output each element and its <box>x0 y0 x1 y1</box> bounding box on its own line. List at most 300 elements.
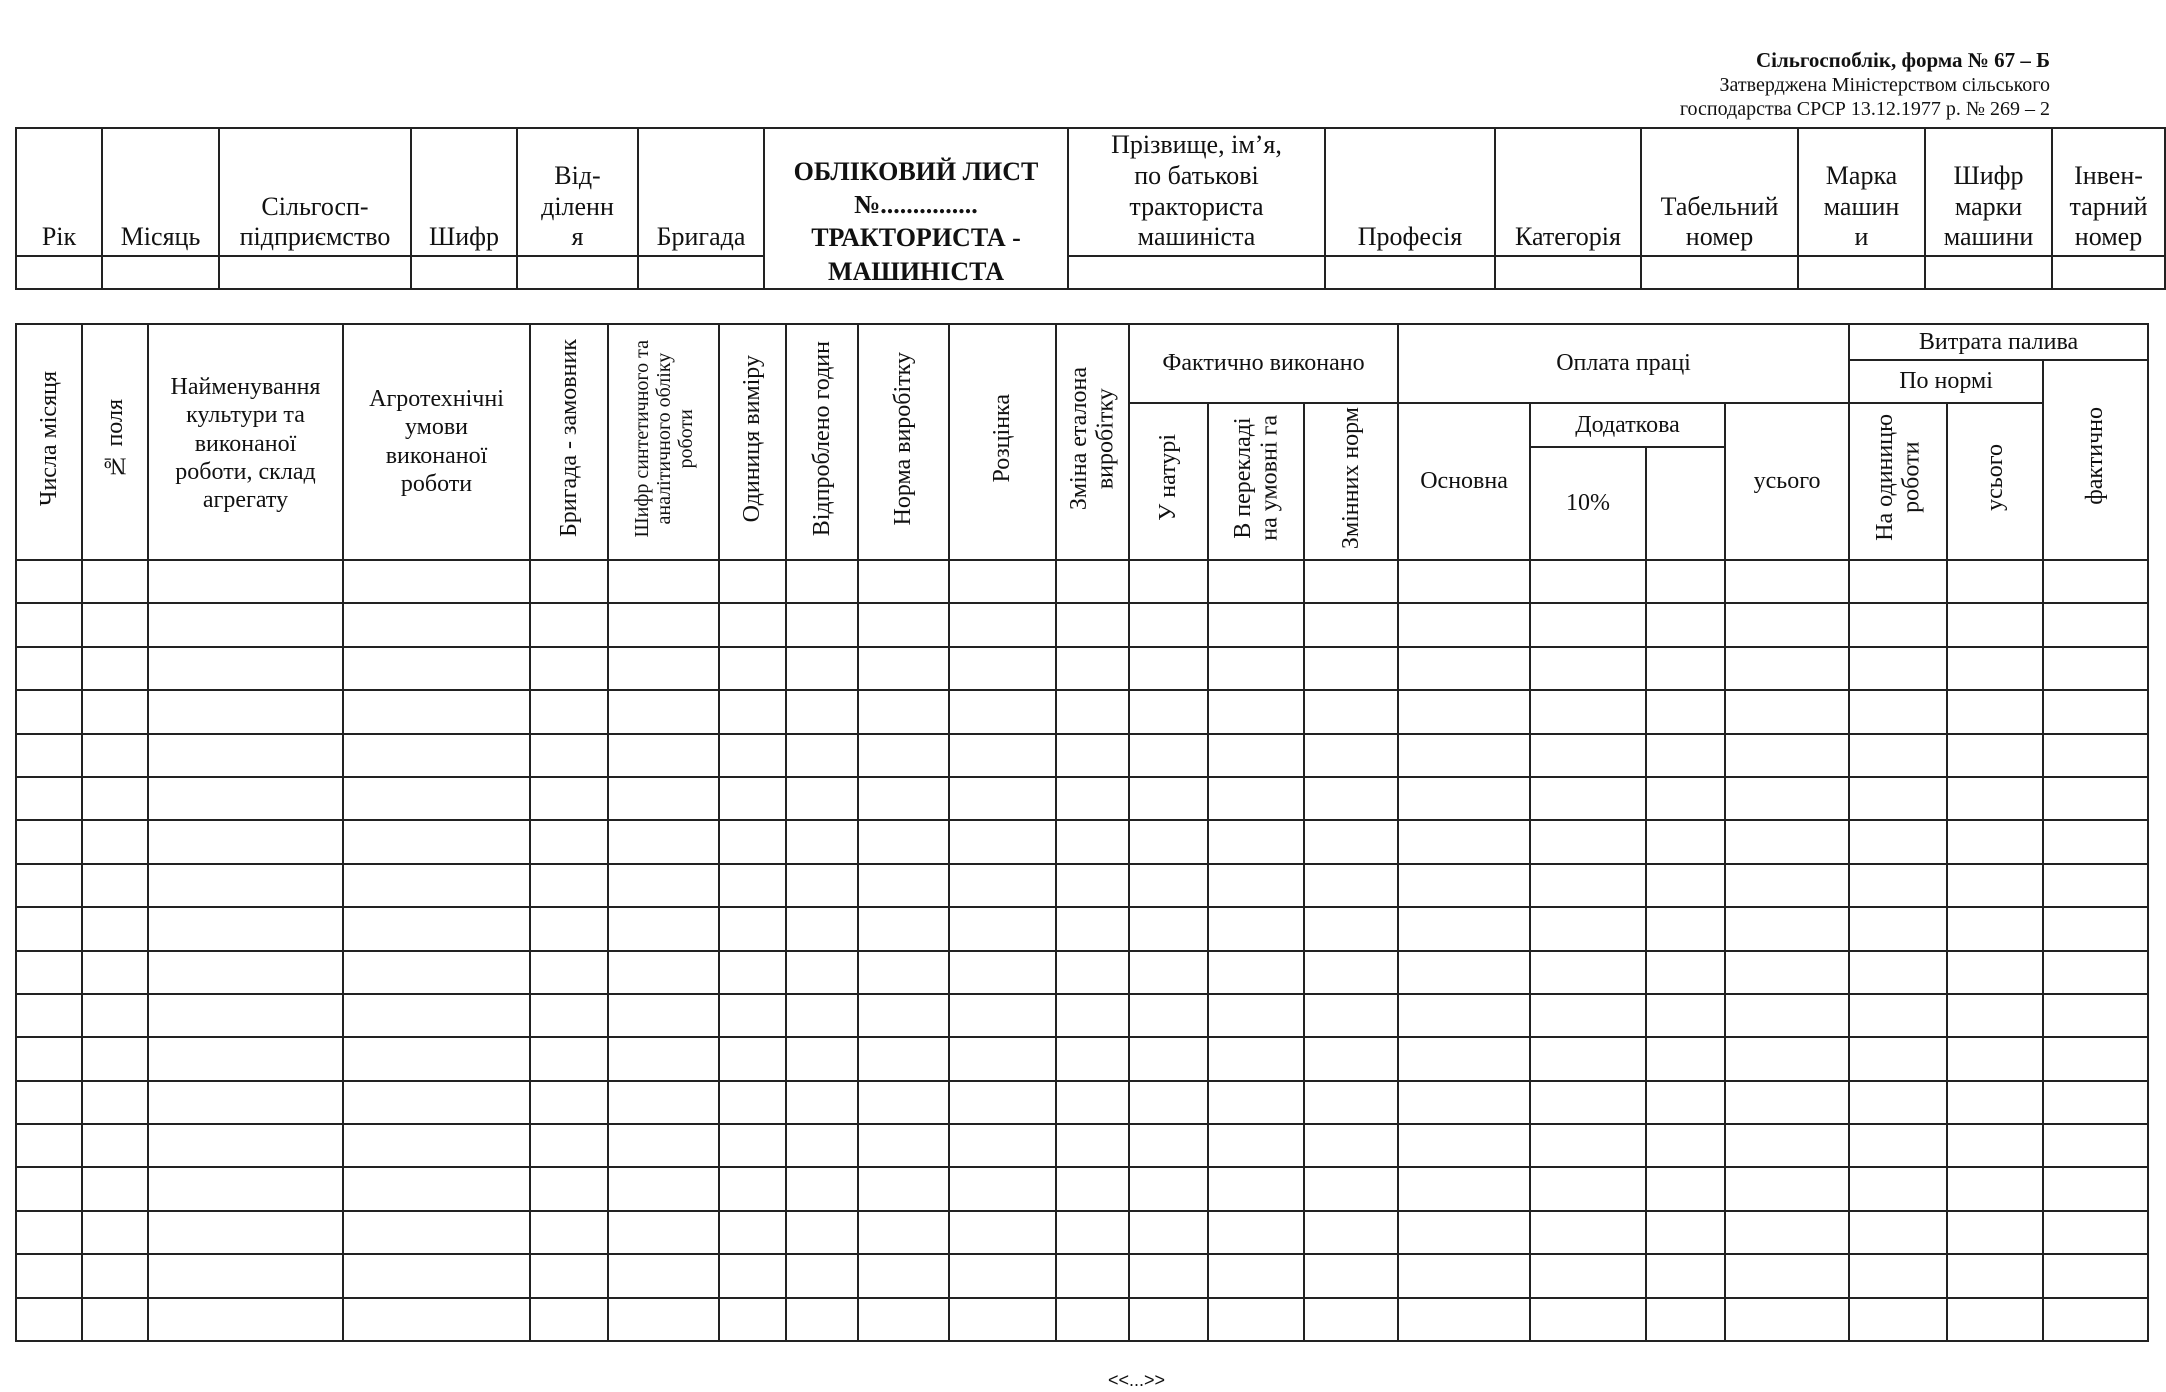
table-cell[interactable] <box>16 603 82 646</box>
table-cell[interactable] <box>719 907 786 950</box>
table-cell[interactable] <box>148 820 343 863</box>
table-cell[interactable] <box>343 1167 530 1210</box>
enterprise-field[interactable] <box>219 256 411 289</box>
table-cell[interactable] <box>16 777 82 820</box>
table-cell[interactable] <box>949 647 1056 690</box>
table-cell[interactable] <box>949 994 1056 1037</box>
table-cell[interactable] <box>786 690 858 733</box>
table-cell[interactable] <box>82 690 148 733</box>
table-cell[interactable] <box>530 1211 608 1254</box>
table-cell[interactable] <box>719 1211 786 1254</box>
table-cell[interactable] <box>1646 1254 1725 1297</box>
table-cell[interactable] <box>858 690 949 733</box>
table-cell[interactable] <box>1056 1081 1129 1124</box>
table-cell[interactable] <box>949 1081 1056 1124</box>
table-cell[interactable] <box>1398 820 1530 863</box>
table-cell[interactable] <box>1725 647 1849 690</box>
table-cell[interactable] <box>719 690 786 733</box>
table-cell[interactable] <box>949 1254 1056 1297</box>
table-cell[interactable] <box>1530 864 1646 907</box>
table-cell[interactable] <box>1056 1037 1129 1080</box>
table-cell[interactable] <box>16 864 82 907</box>
table-cell[interactable] <box>1849 994 1947 1037</box>
brigade-field[interactable] <box>638 256 764 289</box>
table-cell[interactable] <box>1947 820 2043 863</box>
table-cell[interactable] <box>2043 907 2148 950</box>
table-cell[interactable] <box>786 777 858 820</box>
table-cell[interactable] <box>1725 1211 1849 1254</box>
table-cell[interactable] <box>1947 647 2043 690</box>
table-cell[interactable] <box>786 560 858 603</box>
table-cell[interactable] <box>1056 734 1129 777</box>
table-cell[interactable] <box>786 647 858 690</box>
table-cell[interactable] <box>608 907 719 950</box>
table-cell[interactable] <box>1530 1081 1646 1124</box>
category-field[interactable] <box>1495 256 1641 289</box>
table-cell[interactable] <box>1849 951 1947 994</box>
table-cell[interactable] <box>1129 603 1208 646</box>
table-cell[interactable] <box>949 777 1056 820</box>
table-cell[interactable] <box>786 951 858 994</box>
table-cell[interactable] <box>148 603 343 646</box>
table-cell[interactable] <box>858 951 949 994</box>
table-cell[interactable] <box>530 1254 608 1297</box>
table-cell[interactable] <box>1056 1124 1129 1167</box>
table-cell[interactable] <box>608 603 719 646</box>
table-cell[interactable] <box>1129 951 1208 994</box>
table-cell[interactable] <box>949 603 1056 646</box>
table-cell[interactable] <box>1304 907 1398 950</box>
table-cell[interactable] <box>1725 864 1849 907</box>
table-cell[interactable] <box>148 1081 343 1124</box>
table-cell[interactable] <box>530 994 608 1037</box>
table-cell[interactable] <box>949 690 1056 733</box>
table-cell[interactable] <box>1646 1124 1725 1167</box>
table-cell[interactable] <box>82 1298 148 1341</box>
table-cell[interactable] <box>1304 1081 1398 1124</box>
table-cell[interactable] <box>1129 1081 1208 1124</box>
table-cell[interactable] <box>1398 951 1530 994</box>
table-cell[interactable] <box>16 1124 82 1167</box>
table-cell[interactable] <box>1947 951 2043 994</box>
table-cell[interactable] <box>1725 1037 1849 1080</box>
table-cell[interactable] <box>1208 777 1304 820</box>
table-cell[interactable] <box>1725 951 1849 994</box>
table-cell[interactable] <box>1208 907 1304 950</box>
table-cell[interactable] <box>1646 994 1725 1037</box>
table-cell[interactable] <box>1129 1211 1208 1254</box>
table-cell[interactable] <box>1725 907 1849 950</box>
table-cell[interactable] <box>1646 820 1725 863</box>
table-cell[interactable] <box>1849 690 1947 733</box>
table-cell[interactable] <box>343 1124 530 1167</box>
table-cell[interactable] <box>1646 647 1725 690</box>
table-cell[interactable] <box>786 1254 858 1297</box>
table-cell[interactable] <box>608 777 719 820</box>
table-cell[interactable] <box>719 734 786 777</box>
table-cell[interactable] <box>1304 560 1398 603</box>
table-cell[interactable] <box>1530 907 1646 950</box>
table-cell[interactable] <box>1530 603 1646 646</box>
table-cell[interactable] <box>343 1037 530 1080</box>
table-cell[interactable] <box>82 647 148 690</box>
table-cell[interactable] <box>1129 1037 1208 1080</box>
table-cell[interactable] <box>82 864 148 907</box>
table-cell[interactable] <box>1208 1298 1304 1341</box>
table-cell[interactable] <box>1304 603 1398 646</box>
table-cell[interactable] <box>1208 690 1304 733</box>
table-cell[interactable] <box>1056 907 1129 950</box>
table-cell[interactable] <box>1129 560 1208 603</box>
table-cell[interactable] <box>1398 647 1530 690</box>
table-cell[interactable] <box>1849 1124 1947 1167</box>
table-cell[interactable] <box>719 1167 786 1210</box>
table-cell[interactable] <box>719 1124 786 1167</box>
table-cell[interactable] <box>1304 647 1398 690</box>
table-cell[interactable] <box>858 560 949 603</box>
table-cell[interactable] <box>858 907 949 950</box>
table-cell[interactable] <box>1947 1211 2043 1254</box>
profession-field[interactable] <box>1325 256 1495 289</box>
table-cell[interactable] <box>949 820 1056 863</box>
table-cell[interactable] <box>16 1298 82 1341</box>
table-cell[interactable] <box>148 951 343 994</box>
table-cell[interactable] <box>719 777 786 820</box>
table-cell[interactable] <box>1129 1124 1208 1167</box>
table-cell[interactable] <box>148 1298 343 1341</box>
table-cell[interactable] <box>1849 560 1947 603</box>
table-cell[interactable] <box>343 864 530 907</box>
table-cell[interactable] <box>1849 777 1947 820</box>
table-cell[interactable] <box>2043 777 2148 820</box>
table-cell[interactable] <box>1304 690 1398 733</box>
table-cell[interactable] <box>1530 1037 1646 1080</box>
table-cell[interactable] <box>82 951 148 994</box>
table-cell[interactable] <box>82 1037 148 1080</box>
table-cell[interactable] <box>16 1167 82 1210</box>
table-cell[interactable] <box>949 1124 1056 1167</box>
table-cell[interactable] <box>1398 907 1530 950</box>
table-cell[interactable] <box>1208 647 1304 690</box>
table-cell[interactable] <box>719 1298 786 1341</box>
table-cell[interactable] <box>719 864 786 907</box>
table-cell[interactable] <box>1129 690 1208 733</box>
table-cell[interactable] <box>343 603 530 646</box>
table-cell[interactable] <box>16 560 82 603</box>
table-cell[interactable] <box>530 864 608 907</box>
table-cell[interactable] <box>1725 777 1849 820</box>
table-cell[interactable] <box>2043 1167 2148 1210</box>
table-cell[interactable] <box>1530 734 1646 777</box>
table-cell[interactable] <box>530 1124 608 1167</box>
table-cell[interactable] <box>608 1167 719 1210</box>
table-cell[interactable] <box>1304 951 1398 994</box>
table-cell[interactable] <box>1304 1211 1398 1254</box>
table-cell[interactable] <box>1129 1167 1208 1210</box>
table-cell[interactable] <box>343 907 530 950</box>
table-cell[interactable] <box>148 647 343 690</box>
table-cell[interactable] <box>1129 1298 1208 1341</box>
table-cell[interactable] <box>1398 994 1530 1037</box>
table-cell[interactable] <box>1646 1298 1725 1341</box>
table-cell[interactable] <box>148 1254 343 1297</box>
table-cell[interactable] <box>343 1298 530 1341</box>
table-cell[interactable] <box>16 907 82 950</box>
table-cell[interactable] <box>1849 1211 1947 1254</box>
table-cell[interactable] <box>1129 1254 1208 1297</box>
table-cell[interactable] <box>1208 1124 1304 1167</box>
table-cell[interactable] <box>1304 1124 1398 1167</box>
table-cell[interactable] <box>1398 1298 1530 1341</box>
table-cell[interactable] <box>530 951 608 994</box>
table-cell[interactable] <box>1129 647 1208 690</box>
table-cell[interactable] <box>1947 907 2043 950</box>
table-cell[interactable] <box>1725 1167 1849 1210</box>
table-cell[interactable] <box>1646 1167 1725 1210</box>
table-cell[interactable] <box>608 1298 719 1341</box>
table-cell[interactable] <box>82 603 148 646</box>
brand-code-field[interactable] <box>1925 256 2052 289</box>
table-cell[interactable] <box>1208 1081 1304 1124</box>
table-cell[interactable] <box>1056 951 1129 994</box>
table-cell[interactable] <box>608 1254 719 1297</box>
table-cell[interactable] <box>1129 994 1208 1037</box>
table-cell[interactable] <box>1398 734 1530 777</box>
table-cell[interactable] <box>1530 1211 1646 1254</box>
table-cell[interactable] <box>1725 1081 1849 1124</box>
table-cell[interactable] <box>1849 1298 1947 1341</box>
table-cell[interactable] <box>608 1211 719 1254</box>
table-cell[interactable] <box>719 1037 786 1080</box>
table-cell[interactable] <box>1398 864 1530 907</box>
table-cell[interactable] <box>949 907 1056 950</box>
table-cell[interactable] <box>530 690 608 733</box>
table-cell[interactable] <box>16 1211 82 1254</box>
table-cell[interactable] <box>858 734 949 777</box>
table-cell[interactable] <box>1398 1211 1530 1254</box>
table-cell[interactable] <box>719 994 786 1037</box>
table-cell[interactable] <box>1530 1167 1646 1210</box>
table-cell[interactable] <box>2043 1124 2148 1167</box>
table-cell[interactable] <box>608 820 719 863</box>
table-cell[interactable] <box>858 603 949 646</box>
table-cell[interactable] <box>148 864 343 907</box>
table-cell[interactable] <box>949 1037 1056 1080</box>
table-cell[interactable] <box>1304 994 1398 1037</box>
table-cell[interactable] <box>530 1298 608 1341</box>
table-cell[interactable] <box>1849 1254 1947 1297</box>
table-cell[interactable] <box>1849 1081 1947 1124</box>
table-cell[interactable] <box>786 994 858 1037</box>
table-cell[interactable] <box>1947 560 2043 603</box>
table-cell[interactable] <box>608 734 719 777</box>
table-cell[interactable] <box>1208 1167 1304 1210</box>
table-cell[interactable] <box>16 690 82 733</box>
table-cell[interactable] <box>1056 647 1129 690</box>
table-cell[interactable] <box>2043 1081 2148 1124</box>
table-cell[interactable] <box>530 734 608 777</box>
table-cell[interactable] <box>1947 1037 2043 1080</box>
table-cell[interactable] <box>1398 603 1530 646</box>
table-cell[interactable] <box>1646 1081 1725 1124</box>
table-cell[interactable] <box>1849 1167 1947 1210</box>
table-cell[interactable] <box>2043 690 2148 733</box>
table-cell[interactable] <box>1304 1254 1398 1297</box>
table-cell[interactable] <box>858 777 949 820</box>
table-cell[interactable] <box>1208 560 1304 603</box>
table-cell[interactable] <box>148 994 343 1037</box>
table-cell[interactable] <box>148 1211 343 1254</box>
table-cell[interactable] <box>16 1081 82 1124</box>
table-cell[interactable] <box>530 560 608 603</box>
table-cell[interactable] <box>1398 1037 1530 1080</box>
table-cell[interactable] <box>719 603 786 646</box>
table-cell[interactable] <box>82 820 148 863</box>
table-cell[interactable] <box>858 820 949 863</box>
table-cell[interactable] <box>1725 1298 1849 1341</box>
table-cell[interactable] <box>2043 1211 2148 1254</box>
table-cell[interactable] <box>1530 1124 1646 1167</box>
table-cell[interactable] <box>1530 994 1646 1037</box>
table-cell[interactable] <box>82 907 148 950</box>
table-cell[interactable] <box>786 1211 858 1254</box>
table-cell[interactable] <box>719 560 786 603</box>
table-cell[interactable] <box>1646 560 1725 603</box>
table-cell[interactable] <box>1129 820 1208 863</box>
table-cell[interactable] <box>1530 1298 1646 1341</box>
table-cell[interactable] <box>1208 951 1304 994</box>
table-cell[interactable] <box>719 1081 786 1124</box>
table-cell[interactable] <box>1530 777 1646 820</box>
table-cell[interactable] <box>608 994 719 1037</box>
table-cell[interactable] <box>858 1081 949 1124</box>
table-cell[interactable] <box>858 1167 949 1210</box>
department-field[interactable] <box>517 256 638 289</box>
table-cell[interactable] <box>82 1081 148 1124</box>
table-cell[interactable] <box>1646 1211 1725 1254</box>
table-cell[interactable] <box>1646 907 1725 950</box>
table-cell[interactable] <box>16 951 82 994</box>
table-cell[interactable] <box>1056 560 1129 603</box>
table-cell[interactable] <box>16 1254 82 1297</box>
table-cell[interactable] <box>16 994 82 1037</box>
table-cell[interactable] <box>148 907 343 950</box>
table-cell[interactable] <box>1208 994 1304 1037</box>
table-cell[interactable] <box>1725 560 1849 603</box>
table-cell[interactable] <box>1646 603 1725 646</box>
table-cell[interactable] <box>608 647 719 690</box>
table-cell[interactable] <box>1530 820 1646 863</box>
table-cell[interactable] <box>343 994 530 1037</box>
table-cell[interactable] <box>858 1037 949 1080</box>
table-cell[interactable] <box>16 1037 82 1080</box>
table-cell[interactable] <box>1947 603 2043 646</box>
table-cell[interactable] <box>858 864 949 907</box>
table-cell[interactable] <box>343 690 530 733</box>
table-cell[interactable] <box>1056 777 1129 820</box>
table-cell[interactable] <box>1947 1298 2043 1341</box>
tabel-number-field[interactable] <box>1641 256 1798 289</box>
table-cell[interactable] <box>1056 1254 1129 1297</box>
table-cell[interactable] <box>719 1254 786 1297</box>
table-cell[interactable] <box>1208 734 1304 777</box>
table-cell[interactable] <box>1646 1037 1725 1080</box>
table-cell[interactable] <box>1947 864 2043 907</box>
table-cell[interactable] <box>1849 820 1947 863</box>
machine-brand-field[interactable] <box>1798 256 1925 289</box>
table-cell[interactable] <box>1725 734 1849 777</box>
table-cell[interactable] <box>1304 1167 1398 1210</box>
table-cell[interactable] <box>148 690 343 733</box>
table-cell[interactable] <box>1646 951 1725 994</box>
table-cell[interactable] <box>2043 864 2148 907</box>
table-cell[interactable] <box>608 864 719 907</box>
table-cell[interactable] <box>82 1124 148 1167</box>
table-cell[interactable] <box>1646 864 1725 907</box>
table-cell[interactable] <box>82 1167 148 1210</box>
table-cell[interactable] <box>343 647 530 690</box>
table-cell[interactable] <box>786 864 858 907</box>
table-cell[interactable] <box>530 1081 608 1124</box>
table-cell[interactable] <box>1947 1254 2043 1297</box>
table-cell[interactable] <box>858 647 949 690</box>
table-cell[interactable] <box>1208 1037 1304 1080</box>
table-cell[interactable] <box>343 1254 530 1297</box>
table-cell[interactable] <box>530 907 608 950</box>
table-cell[interactable] <box>1208 1254 1304 1297</box>
table-cell[interactable] <box>1398 777 1530 820</box>
table-cell[interactable] <box>343 1211 530 1254</box>
table-cell[interactable] <box>2043 820 2148 863</box>
table-cell[interactable] <box>148 1124 343 1167</box>
table-cell[interactable] <box>1725 1254 1849 1297</box>
table-cell[interactable] <box>1646 777 1725 820</box>
table-cell[interactable] <box>1304 777 1398 820</box>
table-cell[interactable] <box>2043 994 2148 1037</box>
table-cell[interactable] <box>1646 734 1725 777</box>
table-cell[interactable] <box>16 820 82 863</box>
table-cell[interactable] <box>858 994 949 1037</box>
table-cell[interactable] <box>1056 1211 1129 1254</box>
table-cell[interactable] <box>1129 864 1208 907</box>
table-cell[interactable] <box>530 647 608 690</box>
table-cell[interactable] <box>608 1081 719 1124</box>
table-cell[interactable] <box>82 1211 148 1254</box>
table-cell[interactable] <box>530 777 608 820</box>
table-cell[interactable] <box>1646 690 1725 733</box>
table-cell[interactable] <box>1398 690 1530 733</box>
table-cell[interactable] <box>949 1167 1056 1210</box>
table-cell[interactable] <box>608 1124 719 1167</box>
table-cell[interactable] <box>1530 560 1646 603</box>
table-cell[interactable] <box>949 1298 1056 1341</box>
table-cell[interactable] <box>530 820 608 863</box>
table-cell[interactable] <box>608 1037 719 1080</box>
table-cell[interactable] <box>1304 820 1398 863</box>
table-cell[interactable] <box>786 1081 858 1124</box>
table-cell[interactable] <box>343 777 530 820</box>
table-cell[interactable] <box>1056 864 1129 907</box>
table-cell[interactable] <box>858 1211 949 1254</box>
table-cell[interactable] <box>1129 734 1208 777</box>
table-cell[interactable] <box>1056 1298 1129 1341</box>
table-cell[interactable] <box>2043 603 2148 646</box>
table-cell[interactable] <box>1530 1254 1646 1297</box>
table-cell[interactable] <box>1725 820 1849 863</box>
table-cell[interactable] <box>2043 951 2148 994</box>
table-cell[interactable] <box>2043 734 2148 777</box>
year-field[interactable] <box>16 256 102 289</box>
